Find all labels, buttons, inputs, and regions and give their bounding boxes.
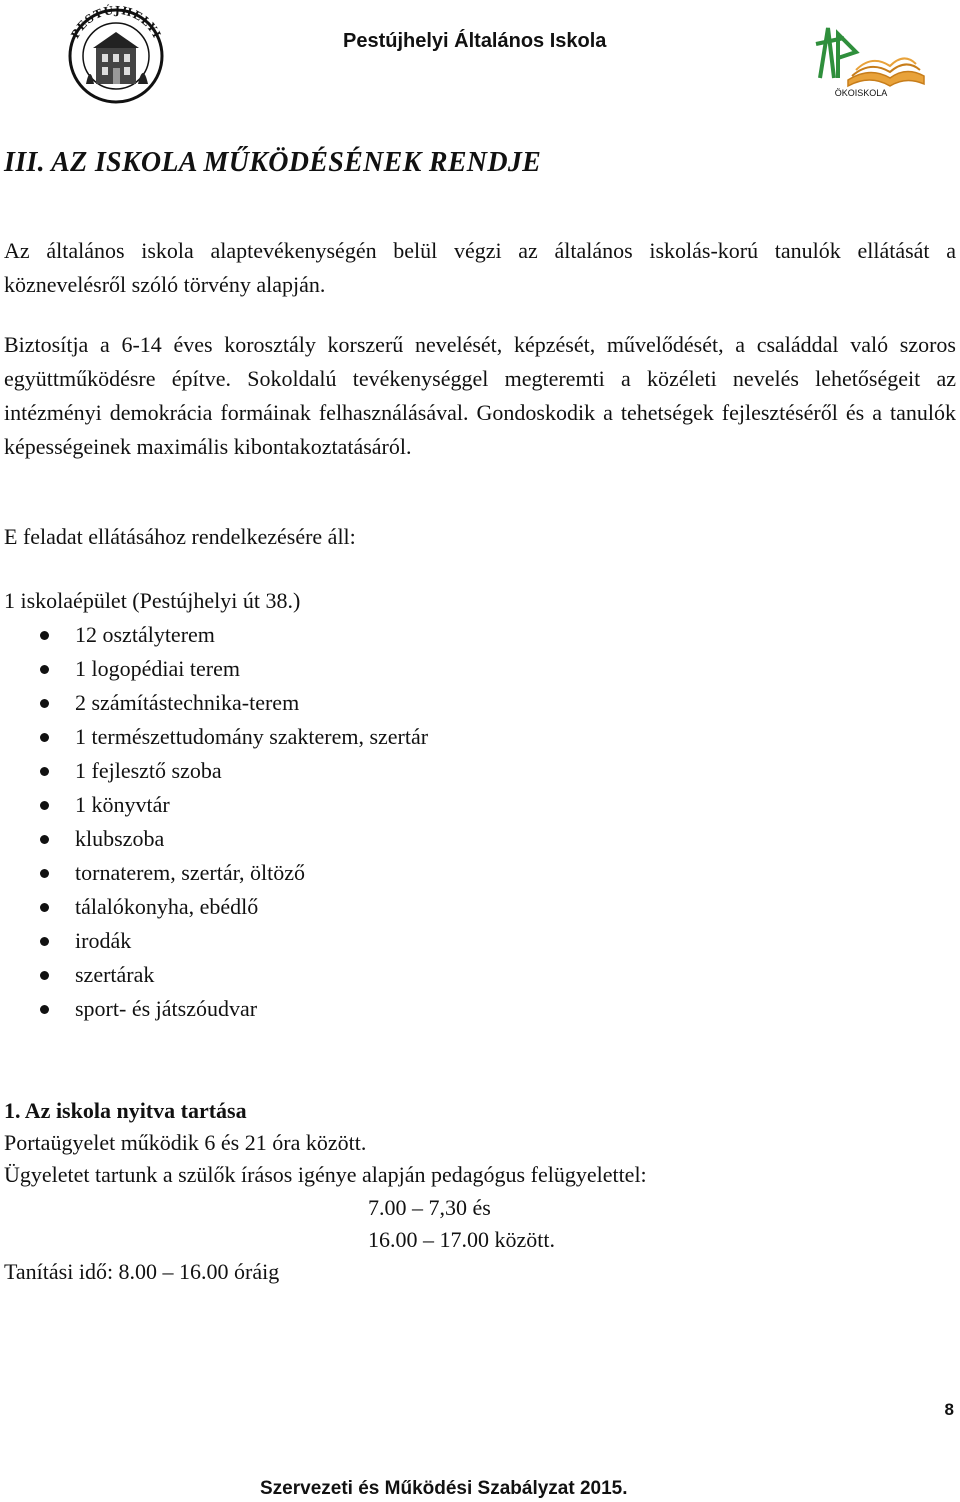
mission-paragraph: Biztosítja a 6-14 éves korosztály korszerű nevelését, képzését, művelődését, a családdal való szoros együttműködésre építve. Sokoldalú tevékenységgel megteremti a közéleti nevelés lehetőségeit az intézményi demokrácia formáinak felhasználásával. Gondoskodik a tehetségek fejlesztéséről és a tanulók képességeinek maximális kibontakoztatásáról. bbox=[4, 332, 956, 459]
page-number: 8 bbox=[944, 1400, 954, 1419]
list-item bbox=[38, 856, 428, 890]
list-item-text: 2 számítástechnika-terem bbox=[75, 690, 300, 715]
list-item-text: klubszoba bbox=[75, 826, 165, 851]
list-item bbox=[38, 958, 428, 992]
list-item bbox=[38, 992, 428, 1026]
teaching-time: Tanítási idő: 8.00 – 16.00 óráig bbox=[4, 1259, 280, 1284]
opening-hours-heading: 1. Az iskola nyitva tartása bbox=[4, 1098, 247, 1123]
list-item-text: 1 logopédiai terem bbox=[75, 656, 240, 681]
list-item bbox=[38, 822, 428, 856]
ecoschool-logo bbox=[794, 14, 928, 100]
resources-intro: E feladat ellátásához rendelkezésére áll: bbox=[4, 524, 356, 549]
list-item-text: tornaterem, szertár, öltöző bbox=[75, 860, 306, 885]
school-name-header: Pestújhelyi Általános Iskola bbox=[343, 30, 607, 52]
bullet-icon bbox=[40, 801, 49, 810]
list-item bbox=[38, 618, 428, 652]
list-item-text: sport- és játszóudvar bbox=[75, 996, 258, 1021]
bullet-icon bbox=[40, 835, 49, 844]
bullet-icon bbox=[40, 767, 49, 776]
list-item-text: 12 osztályterem bbox=[75, 622, 215, 647]
bullet-icon bbox=[40, 1005, 49, 1014]
bullet-icon bbox=[40, 631, 49, 640]
list-item bbox=[38, 924, 428, 958]
seal-text: PESTÚJHELYI bbox=[68, 4, 164, 41]
bullet-icon bbox=[40, 665, 49, 674]
list-item-text: irodák bbox=[75, 928, 132, 953]
list-item-text: 1 természettudomány szakterem, szertár bbox=[75, 724, 429, 749]
school-seal-logo bbox=[60, 4, 172, 104]
list-item bbox=[38, 686, 428, 720]
bullet-icon bbox=[40, 971, 49, 980]
list-item-text: 1 könyvtár bbox=[75, 792, 170, 817]
document-footer: Szervezeti és Működési Szabályzat 2015. bbox=[260, 1478, 628, 1499]
afternoon-supervision-time: 16.00 – 17.00 között. bbox=[368, 1227, 555, 1252]
ecoschool-logo-text: ÖKOISKOLA bbox=[834, 88, 888, 98]
intro-paragraph: Az általános iskola alaptevékenységén belül végzi az általános iskolás-korú tanulók ellátását a köznevelésről szóló törvény alapján. bbox=[4, 238, 956, 297]
list-item bbox=[38, 720, 428, 754]
bullet-icon bbox=[40, 869, 49, 878]
facility-list bbox=[38, 618, 428, 1026]
bullet-icon bbox=[40, 699, 49, 708]
list-item-text: szertárak bbox=[75, 962, 155, 987]
bullet-icon bbox=[40, 937, 49, 946]
morning-supervision-time: 7.00 – 7,30 és bbox=[368, 1195, 491, 1220]
supervision-text: Ügyeletet tartunk a szülők írásos igénye alapján pedagógus felügyelettel: bbox=[4, 1162, 647, 1187]
list-item bbox=[38, 754, 428, 788]
school-building: 1 iskolaépület (Pestújhelyi út 38.) bbox=[4, 588, 301, 613]
bullet-icon bbox=[40, 733, 49, 742]
list-item-text: 1 fejlesztő szoba bbox=[75, 758, 222, 783]
list-item bbox=[38, 652, 428, 686]
list-item-text: tálalókonyha, ebédlő bbox=[75, 894, 259, 919]
bullet-icon bbox=[40, 903, 49, 912]
porter-service-text: Portaügyelet működik 6 és 21 óra között. bbox=[4, 1130, 367, 1155]
section-heading: III. AZ ISKOLA MŰKÖDÉSÉNEK RENDJE bbox=[4, 147, 542, 178]
list-item bbox=[38, 788, 428, 822]
list-item bbox=[38, 890, 428, 924]
